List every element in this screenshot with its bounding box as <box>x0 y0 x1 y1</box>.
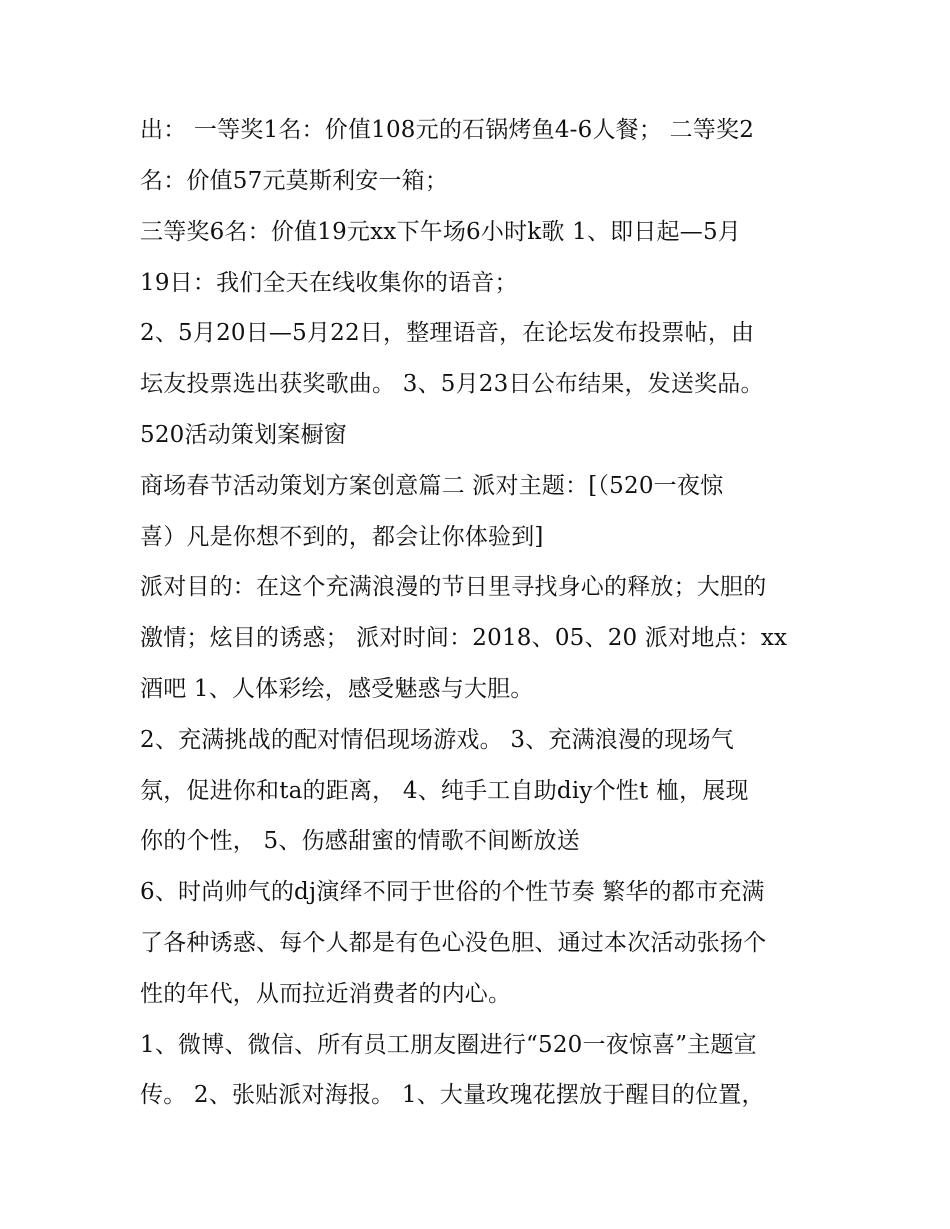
text-line: 坛友投票选出获奖歌曲。 3、5月23日公布结果，发送奖品。 <box>140 371 764 397</box>
text-line: 2、充满挑战的配对情侣现场游戏。 3、充满浪漫的现场气 <box>140 727 734 753</box>
text-line: 出： 一等奖1名：价值108元的石锅烤鱼4-6人餐； 二等奖2 <box>140 117 755 143</box>
text-line: 传。 2、张贴派对海报。 1、大量玫瑰花摆放于醒目的位置， <box>140 1082 765 1108</box>
text-line: 喜）凡是你想不到的，都会让你体验到] <box>140 524 544 550</box>
text-line: 派对目的：在这个充满浪漫的节日里寻找身心的释放；大胆的 <box>140 574 767 600</box>
text-line: 2、5月20日—5月22日，整理语音，在论坛发布投票帖，由 <box>140 320 755 346</box>
text-line: 名：价值57元莫斯利安一箱； <box>140 168 449 194</box>
text-line: 激情；炫目的诱惑； 派对时间：2018、05、20 派对地点：xx <box>140 625 788 651</box>
text-line: 酒吧 1、人体彩绘，感受魅惑与大胆。 <box>140 676 534 702</box>
text-line: 氛，促进你和ta的距离， 4、纯手工自助diy个性t 桖，展现 <box>140 778 749 804</box>
text-line: 6、时尚帅气的dj演绎不同于世俗的个性节奏 繁华的都市充满 <box>140 879 765 905</box>
section-heading: 520活动策划案橱窗 <box>140 422 347 448</box>
text-line: 19日：我们全天在线收集你的语音； <box>140 270 518 296</box>
text-line: 性的年代，从而拉近消费者的内心。 <box>140 981 512 1007</box>
text-line: 1、微博、微信、所有员工朋友圈进行“520一夜惊喜”主题宣 <box>140 1032 757 1058</box>
text-line: 了各种诱惑、每个人都是有色心没色胆、通过本次活动张扬个 <box>140 930 767 956</box>
text-line: 你的个性， 5、伤感甜蜜的情歌不间断放送 <box>140 828 580 854</box>
text-line: 三等奖6名：价值19元xx下午场6小时k歌 1、即日起—5月 <box>140 219 741 245</box>
text-line: 商场春节活动策划方案创意篇二 派对主题：[（520一夜惊 <box>140 473 724 499</box>
